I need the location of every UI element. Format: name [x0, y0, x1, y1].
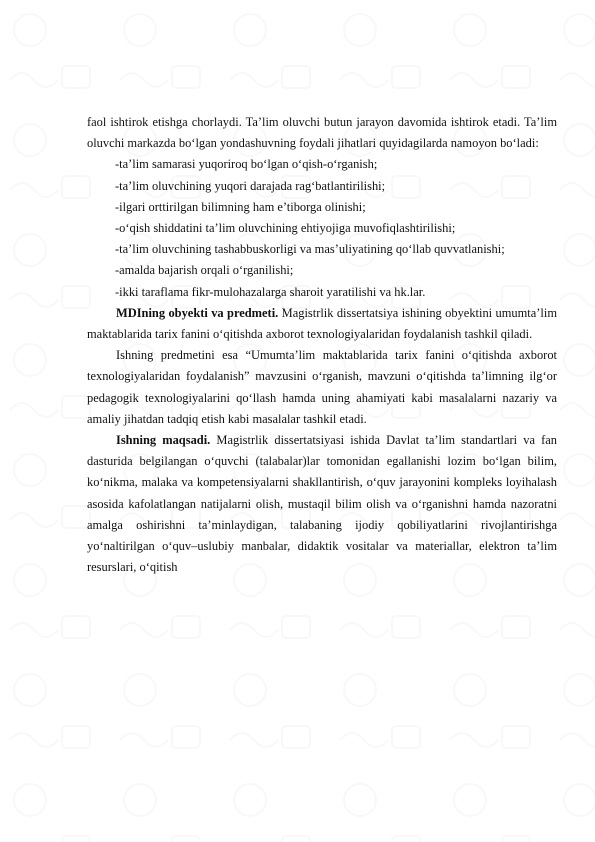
goal-text: Magistrlik dissertatsiyasi ishida Davlat ta’lim standartlari va fan dasturida belgilangan o‘quvchi (talabalar)lar tomonidan egallanishi lozim bo‘lgan bilim, ko‘nikma, malaka va kompetensiyalarni shakllantirish, o‘quv jarayonini kompleks loyihalash asosida kafolatlangan natijalarni olish, mustaqil bilim olish va o‘rganishni hamda nazoratni amalga oshirishni ta’minlaydigan, talabaning ijodiy qobiliyatlarini rivojlantirishga yo‘naltirilgan o‘quv–uslubiy manbalar, didaktik vositalar va materiallar, elektron ta’lim resurslari, o‘qitish: [87, 433, 557, 575]
subject-paragraph: Ishning predmetini esa “Umumta’lim maktablarida tarix fanini o‘qitishda axborot texnologiyalaridan foydalanish” mavzusini o‘rganish, mavzuni o‘qitishda ta’limning ilg‘or pedagogik texnologiyalarini qo‘llash hamda uning ahamiyati kabi masalalarni nazariy va amaliy jihatdan tadqiq etish kabi masalalar tashkil etadi.: [87, 348, 557, 426]
list-item: -ilgari orttirilgan bilimning ham e’tiborga olinishi;: [115, 199, 366, 214]
list-item: -o‘qish shiddatini ta’lim oluvchining ehtiyojiga muvofiqlashtirilishi;: [115, 221, 456, 236]
intro-paragraph: faol ishtirok etishga chorlaydi. Ta’lim oluvchi butun jarayon davomida ishtirok etadi. Ta’lim oluvchi markazda bo‘lgan yondashuvning foydali jihatlari quyidagilarda namoyon bo‘ladi:: [87, 115, 557, 151]
object-text: Magistrlik dissertatsiya ishining obyektini umumta’lim maktablarida tarix fanini o‘qitishda axborot texnologiyalaridan foydalanish tashkil qiladi.: [87, 305, 557, 342]
object-paragraph: [87, 303, 557, 345]
list-item: -amalda bajarish orqali o‘rganilishi;: [115, 263, 294, 278]
object-heading: MDIning obyekti va predmeti.: [116, 305, 279, 320]
list-item: -ta’lim oluvchining tashabbuskorligi va mas’uliyatining qo‘llab quvvatlanishi;: [115, 242, 505, 257]
list-item: -ta’lim oluvchining yuqori darajada rag‘batlantirilishi;: [115, 178, 386, 193]
goal-paragraph: [87, 430, 557, 578]
benefits-list: [87, 154, 557, 302]
list-item: -ikki taraflama fikr-mulohazalarga sharoit yaratilishi va hk.lar.: [115, 284, 426, 299]
list-item: -ta’lim samarasi yuqoriroq bo‘lgan o‘qish-o‘rganish;: [115, 157, 378, 172]
goal-heading: Ishning maqsadi.: [116, 433, 211, 448]
body-text: [87, 112, 557, 578]
